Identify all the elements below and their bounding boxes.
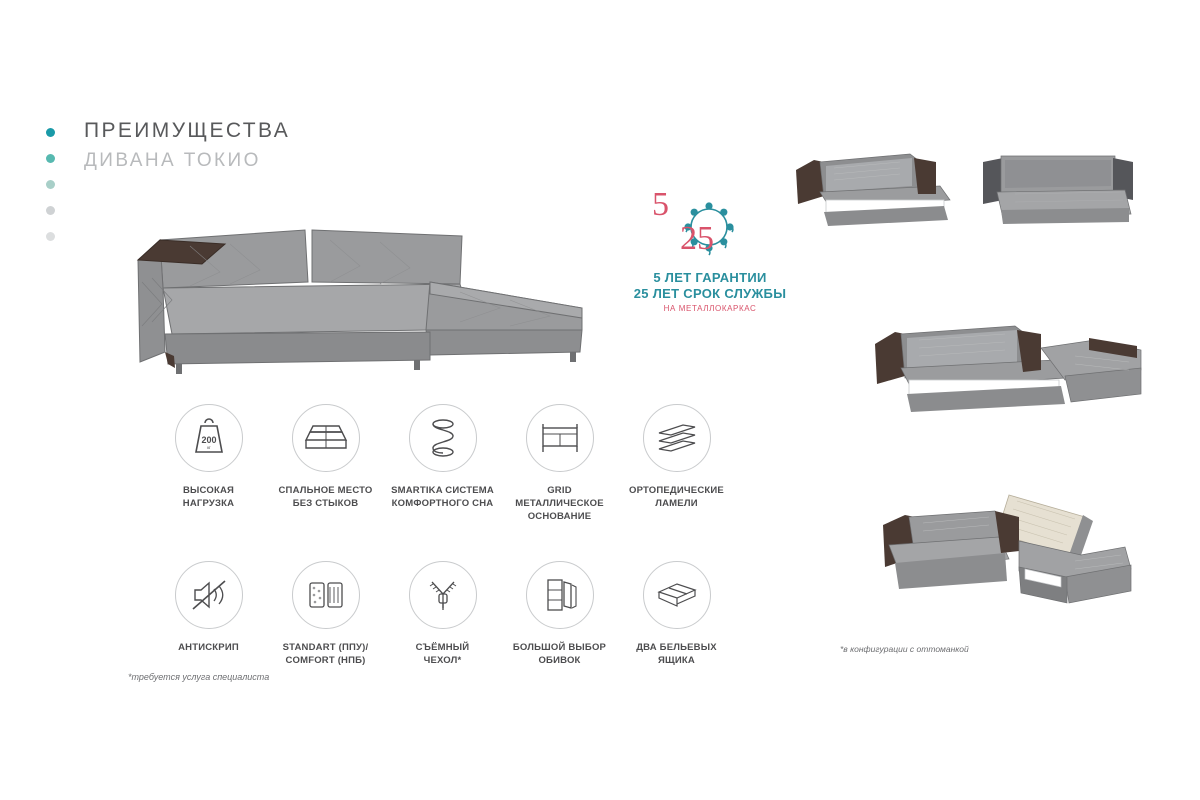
note-specialist: *требуется услуга специалиста (128, 672, 270, 682)
feature-orthopedic-slats (618, 404, 735, 523)
fabric-swatches-icon (526, 561, 594, 629)
guarantee-lifetime-number: 25 (680, 220, 714, 257)
page-title-block (84, 118, 290, 174)
grid-base-icon (526, 404, 594, 472)
main-sofa-illustration (130, 222, 600, 382)
feature-label: БОЛЬШОЙ ВЫБОР ОБИВОК (512, 642, 607, 666)
feature-label: STANDART (ППУ)/ COMFORT (НПБ) (282, 642, 369, 666)
photo-corner-sofa-open-storage-box (875, 485, 1155, 625)
slats-icon (643, 404, 711, 472)
guarantee-line-3: НА МЕТАЛЛОКАРКАС (663, 304, 757, 313)
photo-sofa-unfolded-front (975, 148, 1150, 248)
weight-badge-value: 200 (200, 435, 217, 445)
weight-icon (175, 404, 243, 472)
seamless-bed-icon (292, 404, 360, 472)
feature-two-storage-boxes (618, 561, 735, 667)
feature-high-load (150, 404, 267, 523)
weight-badge-unit: кг (206, 445, 211, 450)
note-ottoman: *в конфигурации с оттоманкой (840, 644, 969, 654)
page-title: ПРЕИМУЩЕСТВА (84, 119, 291, 142)
feature-removable-cover (384, 561, 501, 667)
features-row-1 (150, 404, 850, 523)
spring-icon (409, 404, 477, 472)
feature-foam-types (267, 561, 384, 667)
guarantee-years-number: 5 (652, 186, 669, 223)
feature-seamless-bed (267, 404, 384, 523)
feature-label: ОРТОПЕДИЧЕСКИЕ ЛАМЕЛИ (629, 485, 724, 509)
foam-types-icon (292, 561, 360, 629)
feature-label: АНТИСКРИП (178, 642, 239, 653)
feature-grid-metal-base (501, 404, 618, 523)
feature-label: СЪЁМНЫЙ ЧЕХОЛ* (415, 642, 470, 666)
guarantee-line-1: 5 ЛЕТ ГАРАНТИИ (653, 270, 767, 285)
feature-label: ВЫСОКАЯ НАГРУЗКА (182, 485, 235, 509)
two-storage-boxes-icon (643, 561, 711, 629)
no-squeak-icon (175, 561, 243, 629)
features-row-2 (150, 561, 850, 667)
feature-smartika-system (384, 404, 501, 523)
photo-corner-sofa-unfolded-mechanism (865, 318, 1155, 438)
feature-label: SMARTIKA СИСТЕМА КОМФОРТНОГО СНА (391, 485, 494, 509)
feature-label: ДВА БЕЛЬЕВЫХ ЯЩИКА (636, 642, 717, 666)
decorative-dot-column (46, 128, 55, 258)
feature-no-squeak (150, 561, 267, 667)
guarantee-line-2: 25 ЛЕТ СРОК СЛУЖБЫ (633, 286, 787, 301)
page-subtitle: ДИВАНА ТОКИО (84, 150, 261, 171)
photo-sofa-unfolded-open-storage (790, 148, 965, 248)
feature-fabric-choice (501, 561, 618, 667)
feature-label: GRID МЕТАЛЛИЧЕСКОЕ ОСНОВАНИЕ (515, 485, 604, 522)
zipper-icon (409, 561, 477, 629)
features-grid (150, 404, 969, 667)
feature-label: СПАЛЬНОЕ МЕСТО БЕЗ СТЫКОВ (278, 485, 373, 509)
